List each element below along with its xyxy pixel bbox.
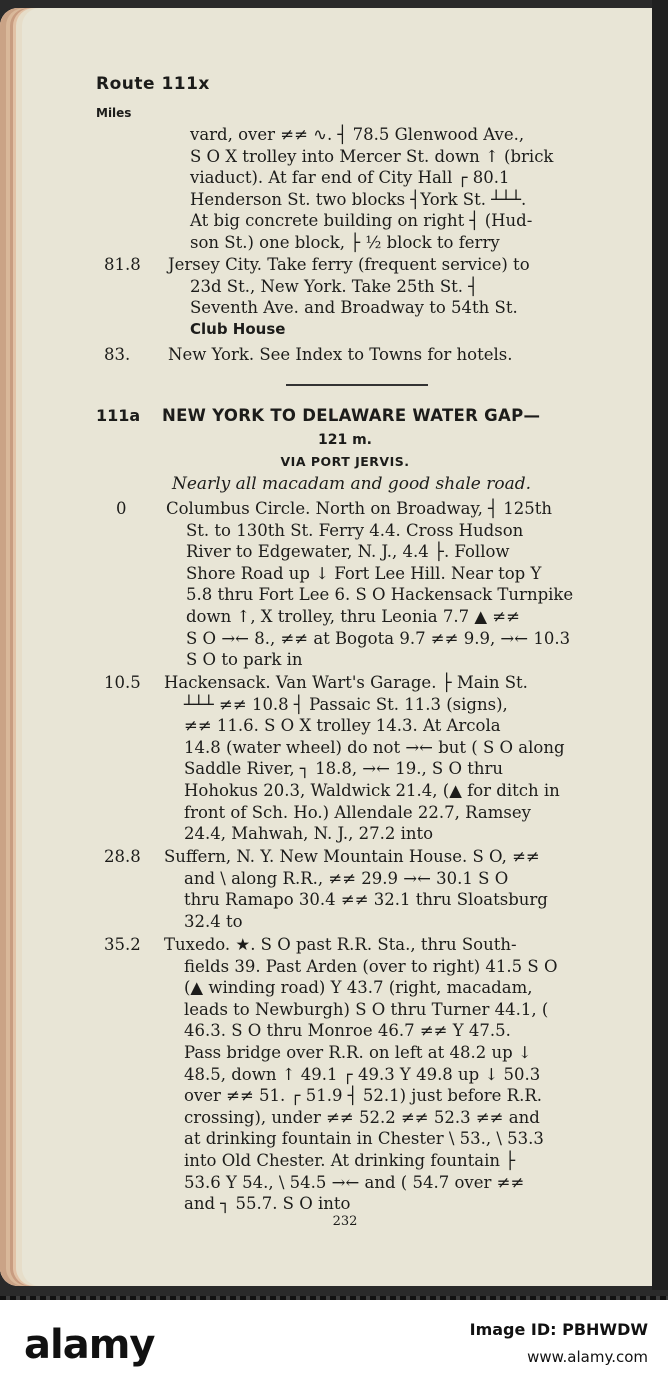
section-via: VIA PORT JERVIS. [280, 454, 410, 469]
text-line: Jersey City. Take ferry (frequent service) to [168, 255, 530, 274]
text-line: Hackensack. Van Wart's Garage. ├ Main St. [164, 673, 528, 692]
stock-logo: alamy [24, 1322, 155, 1368]
text-line: S O X trolley into Mercer St. down ↑ (brick [190, 146, 554, 166]
section-divider [286, 384, 428, 386]
text-line: 32.4 to [184, 911, 243, 931]
text-line: viaduct). At far end of City Hall ┌ 80.1 [190, 168, 510, 188]
page-number: 232 [332, 1214, 358, 1229]
text-line: Shore Road up ↓ Fort Lee Hill. Near top Y [186, 563, 542, 583]
text-line: Tuxedo. ★. S O past R.R. Sta., thru South- [164, 935, 517, 954]
text-line: 14.8 (water wheel) do not →← but ( S O along [184, 737, 565, 757]
text-line: St. to 130th St. Ferry 4.4. Cross Hudson [186, 520, 524, 540]
text-line: at drinking fountain in Chester \ 53., \ 53.3 [184, 1129, 544, 1149]
text-line: Suffern, N. Y. New Mountain House. S O, ≠≠ [164, 847, 540, 866]
section-number: 111a [96, 406, 141, 425]
route-header: Route 111x [96, 74, 210, 94]
text-line: 48.5, down ↑ 49.1 ┌ 49.3 Y 49.8 up ↓ 50.3 [184, 1064, 541, 1084]
text-line: 5.8 thru Fort Lee 6. S O Hackensack Turnpike [186, 585, 574, 605]
section-distance: 121 m. [317, 432, 372, 448]
stock-url: www.alamy.com [527, 1348, 648, 1366]
text-line: vard, over ≠≠ ∿. ┤ 78.5 Glenwood Ave., [190, 125, 525, 144]
text-line: Pass bridge over R.R. on left at 48.2 up ↓ [184, 1043, 532, 1062]
text-line: S O →← 8., ≠≠ at Bogota 9.7 ≠≠ 9.9, →← 10.3 [186, 628, 571, 648]
book-binding [652, 0, 668, 1290]
text-line: 53.6 Y 54., \ 54.5 →← and ( 54.7 over ≠≠ [184, 1172, 525, 1192]
text-line: Columbus Circle. North on Broadway, ┤ 125th [166, 499, 552, 518]
book-page [0, 8, 652, 1286]
text-line: River to Edgewater, N. J., 4.4 ├. Follow [186, 542, 510, 562]
text-line: ┴┴┴ ≠≠ 10.8 ┤ Passaic St. 11.3 (signs), [184, 694, 508, 714]
text-line: crossing), under ≠≠ 52.2 ≠≠ 52.3 ≠≠ and [184, 1107, 540, 1127]
text-line: fields 39. Past Arden (over to right) 41.5 S O [184, 956, 558, 976]
text-line: Club House [190, 320, 286, 338]
text-line: Henderson St. two blocks ┤York St. ┴┴┴. [190, 189, 527, 209]
text-line: and \ along R.R., ≠≠ 29.9 →← 30.1 S O [184, 868, 509, 888]
text-line: (▲ winding road) Y 43.7 (right, macadam, [184, 978, 533, 998]
text-line: down ↑, X trolley, thru Leonia 7.7 ▲ ≠≠ [186, 607, 520, 626]
page-content [0, 8, 640, 1286]
text-line: Hohokus 20.3, Waldwick 21.4, (▲ for ditch in [184, 781, 560, 800]
mileage: 10.5 [104, 673, 141, 692]
section-title: NEW YORK TO DELAWARE WATER GAP— [162, 406, 541, 425]
text-line: into Old Chester. At drinking fountain ├ [184, 1151, 516, 1170]
section-note: Nearly all macadam and good shale road. [172, 474, 532, 494]
text-line: 46.3. S O thru Monroe 46.7 ≠≠ Y 47.5. [184, 1021, 511, 1041]
text-line: 23d St., New York. Take 25th St. ┤ [190, 276, 479, 296]
text-line: son St.) one block, ├ ½ block to ferry [190, 233, 500, 252]
text-line: S O to park in [186, 650, 303, 670]
mileage: 81.8 [104, 255, 141, 274]
mileage: 35.2 [104, 935, 141, 954]
text-line: 24.4, Mahwah, N. J., 27.2 into [184, 824, 434, 844]
text-line: over ≠≠ 51. ┌ 51.9 ┤ 52.1) just before R.R. [184, 1086, 542, 1106]
text-line: and ┐ 55.7. S O into [184, 1194, 351, 1214]
text-line: leads to Newburgh) S O thru Turner 44.1, ( [184, 999, 549, 1019]
text-line: front of Sch. Ho.) Allendale 22.7, Ramsey [184, 802, 531, 822]
text-line: New York. See Index to Towns for hotels. [168, 345, 513, 364]
stock-image-id: Image ID: PBHWDW [469, 1320, 648, 1339]
text-line: ≠≠ 11.6. S O X trolley 14.3. At Arcola [184, 716, 501, 736]
miles-column-header: Miles [96, 106, 132, 120]
mileage: 0 [116, 499, 127, 518]
mileage: 28.8 [104, 847, 141, 866]
mileage: 83. [104, 345, 131, 364]
text-line: thru Ramapo 30.4 ≠≠ 32.1 thru Sloatsburg [184, 890, 548, 910]
text-line: Seventh Ave. and Broadway to 54th St. [190, 298, 518, 318]
text-line: At big concrete building on right ┤ (Hud- [190, 211, 533, 231]
text-line: Saddle River, ┐ 18.8, →← 19., S O thru [184, 759, 504, 779]
